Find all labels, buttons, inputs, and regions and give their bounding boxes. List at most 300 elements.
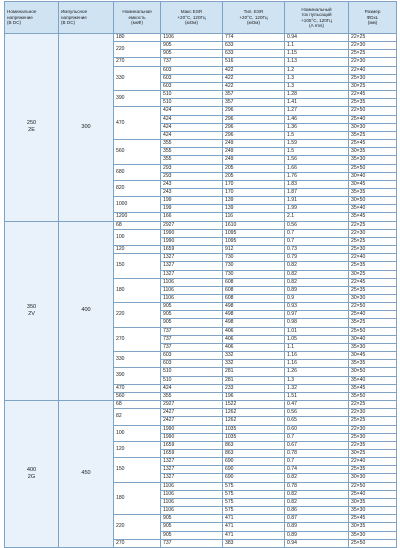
typ-esr-cell: 281 (223, 368, 285, 376)
ripple-current-cell: 1.5 (285, 131, 349, 139)
size-cell: 22×40 (349, 458, 397, 466)
capacitor-spec-table (4, 1, 397, 548)
ripple-current-cell: 0.89 (285, 531, 349, 539)
table-body (5, 34, 397, 548)
size-cell: 30×25 (349, 449, 397, 457)
ripple-current-cell: 0.74 (285, 466, 349, 474)
ripple-current-cell: 1.26 (285, 368, 349, 376)
max-esr-cell: 293 (161, 164, 223, 172)
ripple-current-cell: 1.15 (285, 50, 349, 58)
typ-esr-cell: 863 (223, 441, 285, 449)
max-esr-cell: 737 (161, 539, 223, 547)
max-esr-cell: 1327 (161, 270, 223, 278)
ripple-current-cell: 1.13 (285, 58, 349, 66)
size-cell: 35×30 (349, 343, 397, 351)
ripple-current-cell: 1.76 (285, 172, 349, 180)
ripple-current-cell: 0.78 (285, 482, 349, 490)
max-esr-cell: 603 (161, 74, 223, 82)
size-cell: 22×45 (349, 91, 397, 99)
typ-esr-cell: 730 (223, 270, 285, 278)
typ-esr-cell: 205 (223, 172, 285, 180)
typ-esr-cell: 170 (223, 180, 285, 188)
max-esr-cell: 1327 (161, 458, 223, 466)
size-cell: 22×50 (349, 482, 397, 490)
size-cell: 35×30 (349, 156, 397, 164)
ripple-current-cell: 1.2 (285, 66, 349, 74)
capacitance-cell: 68 (114, 221, 161, 229)
size-cell: 30×45 (349, 352, 397, 360)
typ-esr-cell: 498 (223, 303, 285, 311)
size-cell: 30×40 (349, 335, 397, 343)
max-esr-cell: 1106 (161, 490, 223, 498)
capacitance-cell: 1000 (114, 197, 161, 213)
size-cell: 35×45 (349, 384, 397, 392)
max-esr-cell: 293 (161, 172, 223, 180)
typ-esr-cell: 249 (223, 140, 285, 148)
ripple-current-cell: 0.94 (285, 34, 349, 42)
max-esr-cell: 355 (161, 392, 223, 400)
typ-esr-cell: 296 (223, 123, 285, 131)
rated-voltage-cell: 400 2G (5, 401, 59, 548)
size-cell: 22×30 (349, 229, 397, 237)
typ-esr-cell: 139 (223, 205, 285, 213)
capacitance-cell: 270 (114, 539, 161, 547)
size-cell: 25×40 (349, 311, 397, 319)
max-esr-cell: 2427 (161, 409, 223, 417)
ripple-current-cell: 0.82 (285, 278, 349, 286)
max-esr-cell: 2427 (161, 417, 223, 425)
size-cell: 30×25 (349, 82, 397, 90)
typ-esr-cell: 690 (223, 466, 285, 474)
size-cell: 30×50 (349, 368, 397, 376)
header-capacitance: Номинальная емкость (мкФ) (114, 2, 161, 34)
header-max-esr: Макс ESR +20°C, 120Гц (мОм) (161, 2, 223, 34)
max-esr-cell: 424 (161, 107, 223, 115)
size-cell: 35×30 (349, 507, 397, 515)
capacitance-cell: 270 (114, 58, 161, 66)
size-cell: 30×35 (349, 498, 397, 506)
rated-voltage-cell: 350 2V (5, 221, 59, 400)
typ-esr-cell: 471 (223, 523, 285, 531)
ripple-current-cell: 1.1 (285, 42, 349, 50)
ripple-current-cell: 0.82 (285, 490, 349, 498)
typ-esr-cell: 575 (223, 482, 285, 490)
ripple-current-cell: 1.66 (285, 164, 349, 172)
max-esr-cell: 737 (161, 327, 223, 335)
max-esr-cell: 1659 (161, 449, 223, 457)
max-esr-cell: 1659 (161, 246, 223, 254)
typ-esr-cell: 205 (223, 164, 285, 172)
max-esr-cell: 1327 (161, 474, 223, 482)
header-rated-voltage: Номинальное напряжение (В DC) (5, 2, 59, 34)
typ-esr-cell: 249 (223, 148, 285, 156)
typ-esr-cell: 1095 (223, 229, 285, 237)
capacitance-cell: 330 (114, 66, 161, 90)
size-cell: 22×30 (349, 409, 397, 417)
table-row (5, 34, 397, 42)
size-cell: 35×35 (349, 360, 397, 368)
typ-esr-cell: 249 (223, 156, 285, 164)
size-cell: 22×30 (349, 58, 397, 66)
size-cell: 22×50 (349, 107, 397, 115)
max-esr-cell: 905 (161, 50, 223, 58)
typ-esr-cell: 730 (223, 254, 285, 262)
ripple-current-cell: 1.16 (285, 360, 349, 368)
surge-voltage-cell: 300 (59, 34, 114, 222)
max-esr-cell: 199 (161, 197, 223, 205)
size-cell: 35×30 (349, 531, 397, 539)
capacitance-cell: 180 (114, 278, 161, 302)
typ-esr-cell: 498 (223, 311, 285, 319)
max-esr-cell: 603 (161, 66, 223, 74)
surge-voltage-cell: 400 (59, 221, 114, 400)
typ-esr-cell: 296 (223, 107, 285, 115)
table-row (5, 221, 397, 229)
capacitance-cell: 82 (114, 409, 161, 425)
typ-esr-cell: 608 (223, 278, 285, 286)
size-cell: 30×40 (349, 172, 397, 180)
ripple-current-cell: 0.82 (285, 498, 349, 506)
typ-esr-cell: 730 (223, 262, 285, 270)
size-cell: 25×35 (349, 466, 397, 474)
typ-esr-cell: 332 (223, 360, 285, 368)
ripple-current-cell: 0.67 (285, 441, 349, 449)
typ-esr-cell: 498 (223, 319, 285, 327)
ripple-current-cell: 0.87 (285, 515, 349, 523)
max-esr-cell: 603 (161, 360, 223, 368)
size-cell: 22×40 (349, 254, 397, 262)
typ-esr-cell: 422 (223, 66, 285, 74)
size-cell: 30×35 (349, 148, 397, 156)
max-esr-cell: 1990 (161, 237, 223, 245)
max-esr-cell: 1106 (161, 507, 223, 515)
capacitance-cell: 150 (114, 458, 161, 482)
size-cell: 35×40 (349, 376, 397, 384)
header-row (5, 2, 397, 34)
ripple-current-cell: 1.01 (285, 327, 349, 335)
typ-esr-cell: 281 (223, 376, 285, 384)
ripple-current-cell: 0.7 (285, 229, 349, 237)
ripple-current-cell: 1.41 (285, 99, 349, 107)
size-cell: 22×45 (349, 278, 397, 286)
size-cell: 22×25 (349, 401, 397, 409)
ripple-current-cell: 1.87 (285, 188, 349, 196)
size-cell: 25×30 (349, 433, 397, 441)
max-esr-cell: 510 (161, 376, 223, 384)
size-cell: 25×25 (349, 237, 397, 245)
capacitance-cell: 180 (114, 482, 161, 515)
size-cell: 25×35 (349, 286, 397, 294)
typ-esr-cell: 296 (223, 115, 285, 123)
max-esr-cell: 424 (161, 115, 223, 123)
capacitance-cell: 100 (114, 229, 161, 245)
capacitance-cell: 390 (114, 368, 161, 384)
ripple-current-cell: 0.47 (285, 401, 349, 409)
typ-esr-cell: 1095 (223, 237, 285, 245)
size-cell: 25×25 (349, 417, 397, 425)
ripple-current-cell: 1.46 (285, 115, 349, 123)
max-esr-cell: 243 (161, 180, 223, 188)
size-cell: 25×40 (349, 490, 397, 498)
ripple-current-cell: 0.60 (285, 425, 349, 433)
ripple-current-cell: 0.98 (285, 319, 349, 327)
max-esr-cell: 2927 (161, 221, 223, 229)
typ-esr-cell: 912 (223, 246, 285, 254)
ripple-current-cell: 0.94 (285, 539, 349, 547)
size-cell: 30×30 (349, 123, 397, 131)
ripple-current-cell: 0.97 (285, 311, 349, 319)
ripple-current-cell: 0.7 (285, 237, 349, 245)
ripple-current-cell: 1.3 (285, 376, 349, 384)
size-cell: 22×25 (349, 34, 397, 42)
size-cell: 25×50 (349, 164, 397, 172)
ripple-current-cell: 0.79 (285, 254, 349, 262)
size-cell: 25×35 (349, 99, 397, 107)
max-esr-cell: 424 (161, 131, 223, 139)
ripple-current-cell: 0.82 (285, 270, 349, 278)
ripple-current-cell: 1.16 (285, 352, 349, 360)
ripple-current-cell: 0.56 (285, 409, 349, 417)
typ-esr-cell: 406 (223, 327, 285, 335)
typ-esr-cell: 406 (223, 335, 285, 343)
ripple-current-cell: 1.5 (285, 148, 349, 156)
max-esr-cell: 1106 (161, 498, 223, 506)
max-esr-cell: 1106 (161, 295, 223, 303)
typ-esr-cell: 233 (223, 384, 285, 392)
max-esr-cell: 355 (161, 140, 223, 148)
capacitance-cell: 560 (114, 392, 161, 400)
max-esr-cell: 1106 (161, 482, 223, 490)
ripple-current-cell: 2.1 (285, 213, 349, 221)
ripple-current-cell: 1.3 (285, 82, 349, 90)
max-esr-cell: 1659 (161, 441, 223, 449)
typ-esr-cell: 633 (223, 50, 285, 58)
max-esr-cell: 905 (161, 515, 223, 523)
max-esr-cell: 510 (161, 368, 223, 376)
header-size: Размер ФDxL (мм) (349, 2, 397, 34)
ripple-current-cell: 0.86 (285, 507, 349, 515)
max-esr-cell: 1106 (161, 286, 223, 294)
size-cell: 22×30 (349, 425, 397, 433)
ripple-current-cell: 1.59 (285, 140, 349, 148)
size-cell: 35×25 (349, 131, 397, 139)
max-esr-cell: 1990 (161, 433, 223, 441)
capacitance-cell: 270 (114, 327, 161, 351)
size-cell: 22×30 (349, 42, 397, 50)
size-cell: 25×35 (349, 262, 397, 270)
size-cell: 22×25 (349, 221, 397, 229)
ripple-current-cell: 0.82 (285, 262, 349, 270)
typ-esr-cell: 690 (223, 474, 285, 482)
rated-voltage-cell: 250 2E (5, 34, 59, 222)
typ-esr-cell: 357 (223, 99, 285, 107)
capacitance-cell: 680 (114, 164, 161, 180)
typ-esr-cell: 471 (223, 531, 285, 539)
size-cell: 35×50 (349, 392, 397, 400)
size-cell: 25×50 (349, 539, 397, 547)
size-cell: 22×35 (349, 441, 397, 449)
capacitance-cell: 220 (114, 515, 161, 539)
capacitance-cell: 390 (114, 91, 161, 107)
ripple-current-cell: 0.65 (285, 417, 349, 425)
ripple-current-cell: 1.91 (285, 197, 349, 205)
max-esr-cell: 2927 (161, 401, 223, 409)
max-esr-cell: 243 (161, 188, 223, 196)
max-esr-cell: 199 (161, 205, 223, 213)
surge-voltage-cell: 450 (59, 401, 114, 548)
size-cell: 25×30 (349, 74, 397, 82)
typ-esr-cell: 516 (223, 58, 285, 66)
ripple-current-cell: 0.89 (285, 523, 349, 531)
typ-esr-cell: 1610 (223, 221, 285, 229)
typ-esr-cell: 422 (223, 74, 285, 82)
ripple-current-cell: 1.99 (285, 205, 349, 213)
capacitance-cell: 1200 (114, 213, 161, 221)
capacitance-cell: 470 (114, 384, 161, 392)
ripple-current-cell: 0.73 (285, 246, 349, 254)
size-cell: 25×50 (349, 327, 397, 335)
ripple-current-cell: 1.28 (285, 91, 349, 99)
size-cell: 30×45 (349, 180, 397, 188)
header-ripple-current: Номинальный ток пульсаций +105°C, 120Гц (A rms) (285, 2, 349, 34)
max-esr-cell: 510 (161, 91, 223, 99)
max-esr-cell: 737 (161, 58, 223, 66)
max-esr-cell: 424 (161, 123, 223, 131)
table-row (5, 401, 397, 409)
capacitance-cell: 68 (114, 401, 161, 409)
typ-esr-cell: 575 (223, 490, 285, 498)
typ-esr-cell: 575 (223, 507, 285, 515)
size-cell: 30×30 (349, 295, 397, 303)
typ-esr-cell: 357 (223, 91, 285, 99)
capacitance-cell: 100 (114, 425, 161, 441)
ripple-current-cell: 0.78 (285, 449, 349, 457)
capacitance-cell: 820 (114, 180, 161, 196)
max-esr-cell: 1990 (161, 425, 223, 433)
typ-esr-cell: 575 (223, 498, 285, 506)
ripple-current-cell: 0.82 (285, 474, 349, 482)
max-esr-cell: 1327 (161, 262, 223, 270)
max-esr-cell: 603 (161, 352, 223, 360)
capacitance-cell: 180 (114, 34, 161, 42)
capacitance-cell: 150 (114, 254, 161, 278)
max-esr-cell: 355 (161, 148, 223, 156)
size-cell: 30×30 (349, 474, 397, 482)
max-esr-cell: 1106 (161, 278, 223, 286)
typ-esr-cell: 139 (223, 197, 285, 205)
typ-esr-cell: 1262 (223, 409, 285, 417)
typ-esr-cell: 633 (223, 42, 285, 50)
ripple-current-cell: 0.9 (285, 295, 349, 303)
typ-esr-cell: 608 (223, 286, 285, 294)
ripple-current-cell: 0.93 (285, 303, 349, 311)
typ-esr-cell: 608 (223, 295, 285, 303)
max-esr-cell: 905 (161, 319, 223, 327)
max-esr-cell: 166 (161, 213, 223, 221)
capacitance-cell: 220 (114, 303, 161, 327)
header-surge-voltage: Импульсное напряжение (В DC) (59, 2, 114, 34)
ripple-current-cell: 1.1 (285, 343, 349, 351)
size-cell: 25×30 (349, 246, 397, 254)
max-esr-cell: 905 (161, 311, 223, 319)
size-cell: 25×25 (349, 50, 397, 58)
typ-esr-cell: 422 (223, 82, 285, 90)
max-esr-cell: 1106 (161, 34, 223, 42)
ripple-current-cell: 1.32 (285, 384, 349, 392)
ripple-current-cell: 1.3 (285, 74, 349, 82)
ripple-current-cell: 1.05 (285, 335, 349, 343)
max-esr-cell: 737 (161, 335, 223, 343)
ripple-current-cell: 0.7 (285, 458, 349, 466)
capacitance-cell: 470 (114, 107, 161, 140)
ripple-current-cell: 0.56 (285, 221, 349, 229)
max-esr-cell: 905 (161, 531, 223, 539)
size-cell: 35×35 (349, 188, 397, 196)
typ-esr-cell: 332 (223, 352, 285, 360)
typ-esr-cell: 863 (223, 449, 285, 457)
typ-esr-cell: 1522 (223, 401, 285, 409)
typ-esr-cell: 196 (223, 392, 285, 400)
capacitance-cell: 220 (114, 42, 161, 58)
size-cell: 25×40 (349, 115, 397, 123)
size-cell: 30×25 (349, 270, 397, 278)
typ-esr-cell: 296 (223, 131, 285, 139)
size-cell: 35×40 (349, 205, 397, 213)
max-esr-cell: 737 (161, 343, 223, 351)
max-esr-cell: 905 (161, 303, 223, 311)
ripple-current-cell: 0.7 (285, 433, 349, 441)
size-cell: 25×45 (349, 140, 397, 148)
typ-esr-cell: 1035 (223, 425, 285, 433)
size-cell: 22×40 (349, 66, 397, 74)
max-esr-cell: 1327 (161, 466, 223, 474)
ripple-current-cell: 1.83 (285, 180, 349, 188)
ripple-current-cell: 1.51 (285, 392, 349, 400)
max-esr-cell: 603 (161, 82, 223, 90)
capacitance-cell: 120 (114, 441, 161, 457)
typ-esr-cell: 471 (223, 515, 285, 523)
capacitance-cell: 120 (114, 246, 161, 254)
ripple-current-cell: 1.56 (285, 156, 349, 164)
max-esr-cell: 905 (161, 523, 223, 531)
max-esr-cell: 905 (161, 42, 223, 50)
typ-esr-cell: 170 (223, 188, 285, 196)
typ-esr-cell: 406 (223, 343, 285, 351)
typ-esr-cell: 690 (223, 458, 285, 466)
ripple-current-cell: 1.27 (285, 107, 349, 115)
max-esr-cell: 1990 (161, 229, 223, 237)
size-cell: 30×50 (349, 197, 397, 205)
capacitance-cell: 560 (114, 140, 161, 164)
ripple-current-cell: 1.36 (285, 123, 349, 131)
header-typ-esr: Тип. ESR +20°C, 120Гц (мОм) (223, 2, 285, 34)
typ-esr-cell: 1262 (223, 417, 285, 425)
max-esr-cell: 510 (161, 99, 223, 107)
table-header (5, 2, 397, 34)
max-esr-cell: 355 (161, 156, 223, 164)
size-cell: 30×35 (349, 523, 397, 531)
max-esr-cell: 1327 (161, 254, 223, 262)
capacitance-cell: 330 (114, 352, 161, 368)
size-cell: 35×25 (349, 319, 397, 327)
size-cell: 22×50 (349, 303, 397, 311)
typ-esr-cell: 116 (223, 213, 285, 221)
size-cell: 25×45 (349, 515, 397, 523)
max-esr-cell: 424 (161, 384, 223, 392)
typ-esr-cell: 383 (223, 539, 285, 547)
typ-esr-cell: 774 (223, 34, 285, 42)
size-cell: 35×45 (349, 213, 397, 221)
